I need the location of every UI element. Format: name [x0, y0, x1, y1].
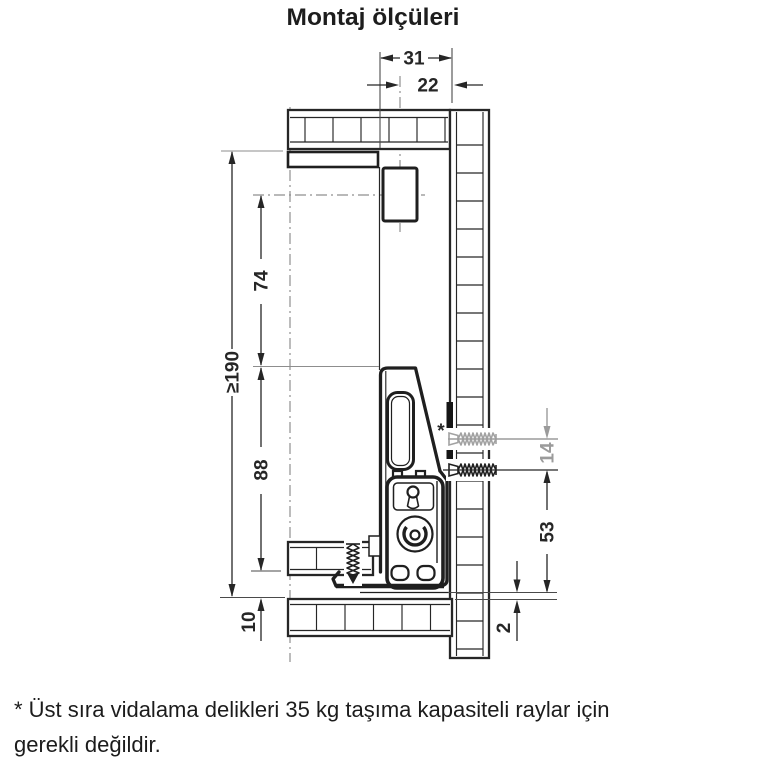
footnote-line2: gerekli değildir. — [14, 732, 161, 757]
diagram-title: Montaj ölçüleri — [286, 4, 460, 31]
dimension-31-label: 31 — [403, 48, 425, 70]
dimension-74-label: 74 — [251, 270, 273, 292]
dimension-14-optional — [538, 408, 559, 464]
dimension-74 — [252, 195, 273, 366]
dimension-190 — [223, 151, 244, 597]
dimension-2-label: 2 — [494, 622, 515, 634]
asterisk-marker: * — [437, 421, 445, 442]
drawer-bottom-screw — [344, 540, 362, 586]
dimension-31 — [380, 49, 452, 70]
dimension-88 — [252, 367, 273, 571]
dimension-14-label: 14 — [537, 442, 559, 464]
dimension-53-label: 53 — [537, 521, 559, 543]
dimension-22 — [367, 76, 483, 97]
dimension-190-label: ≥190 — [222, 350, 244, 394]
footnote-line1: * Üst sıra vidalama delikleri 35 kg taşıma kapasiteli raylar için — [14, 697, 610, 722]
rear-fixing-bracket — [383, 168, 417, 221]
footnote-text — [14, 692, 766, 762]
drawer-bottom-support-lip — [369, 536, 380, 556]
dimension-53 — [538, 470, 559, 593]
dimension-22-label: 22 — [417, 75, 439, 97]
drawer-top-profile — [288, 152, 380, 370]
cabinet-side-panel — [450, 110, 489, 658]
dimension-10-label: 10 — [239, 611, 260, 633]
dimension-2 — [494, 561, 521, 641]
dimension-10 — [239, 598, 265, 641]
cabinet-bottom-panel — [288, 599, 452, 636]
dimension-88-label: 88 — [251, 459, 273, 481]
cabinet-top-panel — [288, 110, 450, 149]
